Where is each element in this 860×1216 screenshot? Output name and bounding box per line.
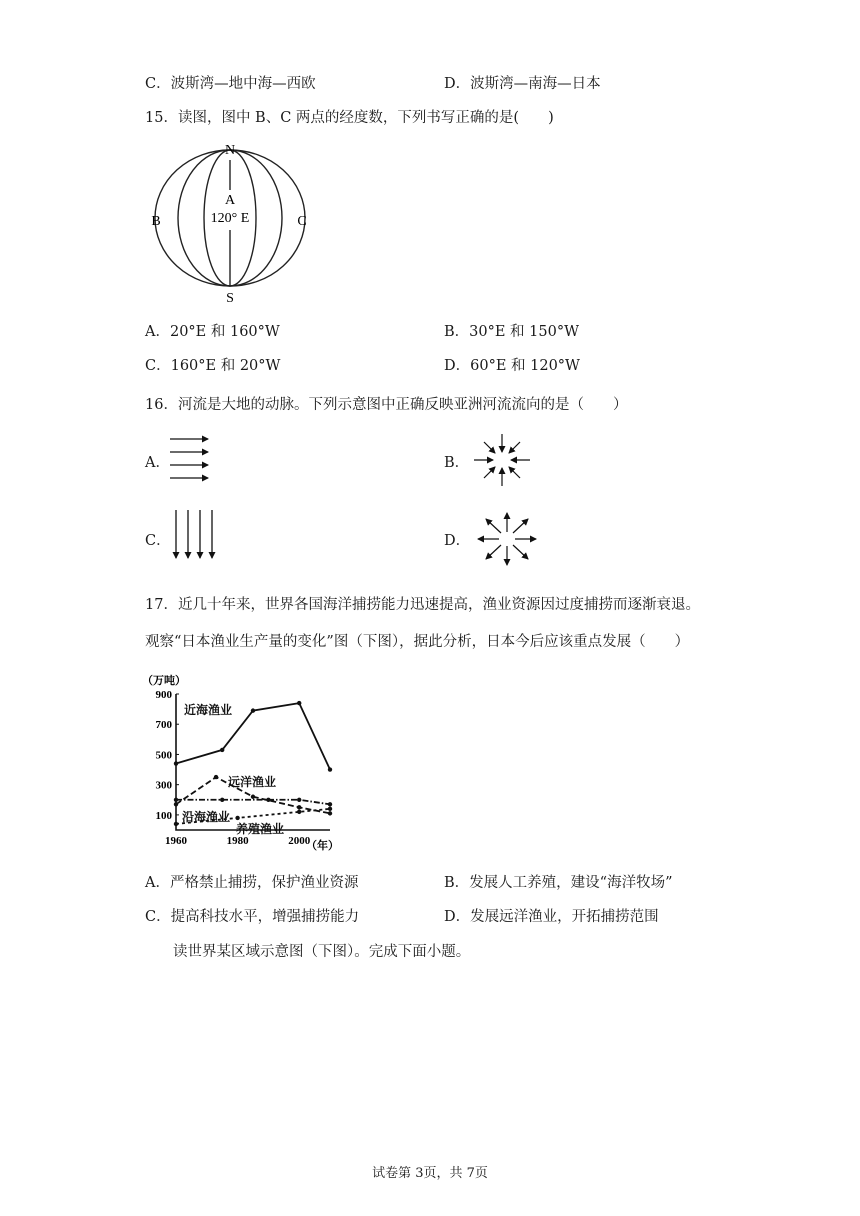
series-3-point [328, 802, 332, 806]
globe-label-n: N [224, 143, 236, 158]
q16-option-a-label: A． [145, 455, 170, 471]
q17-option-c: C．提高科技水平，增强捕捞能力 [145, 909, 360, 925]
y-tick-label: 700 [155, 719, 172, 732]
q16-option-b-inward-radial-arrows [472, 432, 532, 488]
q17-option-a: A．严格禁止捕捞，保护渔业资源 [145, 875, 359, 891]
series-1-point [297, 701, 301, 705]
q17-option-d: D．发展远洋渔业，开拓捕捞范围 [444, 909, 659, 925]
japan-fishery-production-chart [140, 674, 340, 858]
q16-option-d-label: D． [444, 533, 471, 549]
q15-option-a: A．20°E 和 160°W [145, 324, 280, 340]
q16-option-b-label: B． [444, 455, 470, 471]
series-2-point [251, 795, 255, 799]
q16-option-a-parallel-east-arrows [168, 432, 216, 484]
globe-label-s: S [226, 291, 234, 306]
series-4-point [235, 816, 239, 820]
chart-x-unit-label: （年） [306, 840, 339, 852]
q16-stem: 16．河流是大地的动脉。下列示意图中正确反映亚洲河流流向的是（ ） [145, 397, 628, 413]
q16-option-c-label: C． [145, 533, 171, 549]
series-1-point [328, 767, 332, 771]
q15-option-c: C．160°E 和 20°W [145, 358, 281, 374]
series-3-point [266, 798, 270, 802]
q14-option-c: C．波斯湾—地中海—西欧 [145, 76, 316, 92]
y-tick-label: 300 [155, 779, 172, 792]
globe-label-a-longitude: 120° E [210, 211, 250, 226]
y-tick-label: 500 [155, 749, 172, 762]
series-2-label: 远洋渔业 [228, 775, 277, 789]
series-2-point [297, 805, 301, 809]
y-tick-label: 100 [155, 809, 172, 822]
globe-label-c: C [297, 214, 307, 229]
series-3-point [297, 798, 301, 802]
series-1-label: 近海渔业 [184, 703, 233, 717]
series-line-3 [176, 800, 330, 805]
series-2-point [328, 811, 332, 815]
q15-option-b: B．30°E 和 150°W [444, 324, 579, 340]
series-4-label: 养殖渔业 [236, 822, 285, 836]
q16-option-d-outward-radial-arrows [474, 510, 540, 568]
globe-label-a: A [224, 193, 236, 208]
q15-stem: 15．读图，图中 B、C 两点的经度数，下列书写正确的是( ) [145, 110, 554, 126]
series-1-point [220, 748, 224, 752]
series-4-point [328, 807, 332, 811]
next-question-group-intro: 读世界某区域示意图（下图）。完成下面小题。 [173, 944, 471, 960]
chart-y-unit-label: （万吨） [142, 675, 186, 687]
x-tick-label: 1980 [226, 835, 249, 847]
globe-longitude-figure [140, 138, 330, 308]
globe-label-b: B [151, 214, 161, 229]
q17-stem-line-2: 观察“日本渔业生产量的变化”图（下图），据此分析，日本今后应该重点发展（ ） [145, 634, 690, 650]
q16-option-c-parallel-south-arrows [170, 508, 220, 562]
page-footer: 试卷第 3页，共 7页 [372, 1166, 488, 1181]
x-tick-label: 2000 [288, 835, 311, 847]
q17-option-b: B．发展人工养殖，建设“海洋牧场” [444, 875, 673, 891]
y-tick-label: 900 [155, 689, 172, 701]
q15-option-d: D．60°E 和 120°W [444, 358, 580, 374]
series-4-point [297, 810, 301, 814]
series-1-point [251, 708, 255, 712]
series-3-label: 沿海渔业 [182, 810, 231, 824]
q17-stem-line-1: 17．近几十年来，世界各国海洋捕捞能力迅速提高，渔业资源因过度捕捞而逐渐衰退。 [145, 597, 700, 613]
series-3-point [220, 798, 224, 802]
x-tick-label: 1960 [165, 835, 187, 847]
q14-option-d: D．波斯湾—南海—日本 [444, 76, 601, 92]
series-2-point [214, 775, 218, 779]
